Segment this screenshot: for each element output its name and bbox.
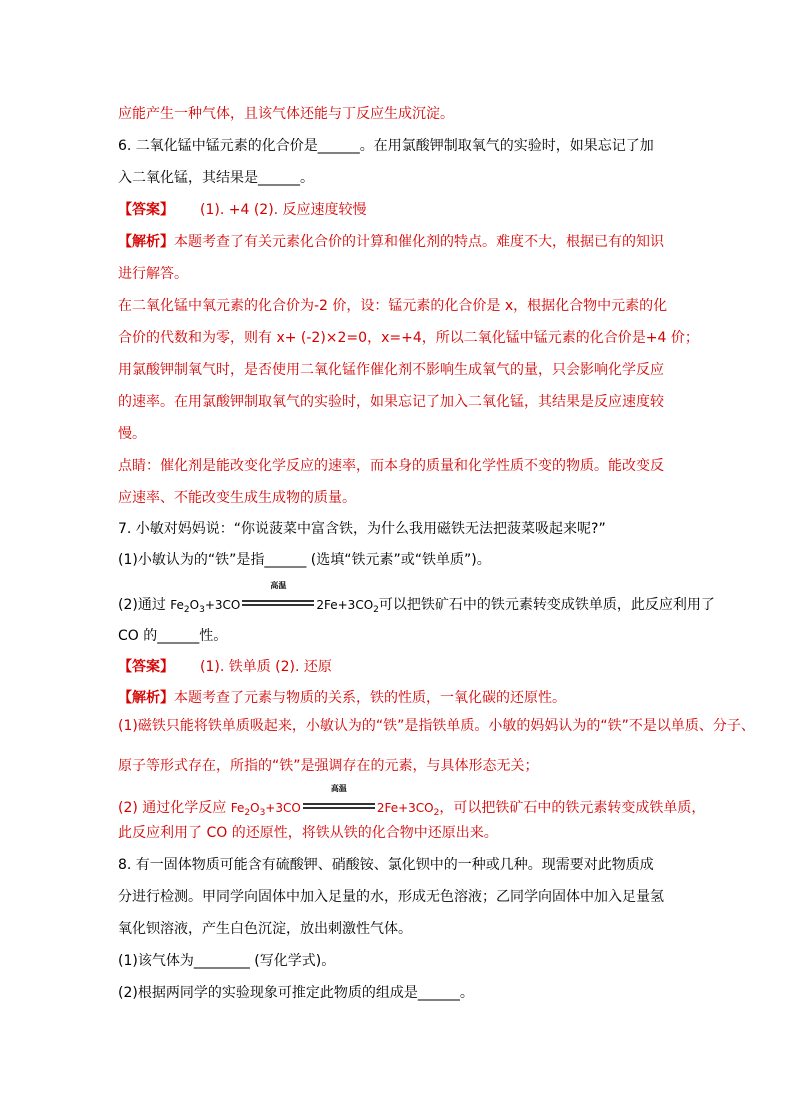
answer-7 [118, 657, 332, 677]
reaction-arrow: 高温 [242, 595, 314, 611]
text-line: 分进行检测。甲同学向固体中加入足量的水，形成无色溶液；乙同学向固体中加入足量氢 [118, 889, 664, 905]
text-line: 慢。 [118, 426, 146, 442]
text-line: (1)磁铁只能将铁单质吸起来，小敏认为的“铁”是指铁单质。小敏的妈妈认为的“铁”不是以单质、分子、 [118, 718, 755, 734]
text-line: 应能产生一种气体，且该气体还能与丁反应生成沉淀。 [118, 106, 454, 122]
answer-tag: 【答案】 [118, 659, 174, 675]
tip-line: 点睛：催化剂是能改变化学反应的速率，而本身的质量和化学性质不变的物质。能改变反 [118, 458, 664, 474]
question-7: 7. 小敏对妈妈说：“你说菠菜中富含铁，为什么我用磁铁无法把菠菜吸起来呢?” [118, 521, 606, 537]
text-line: 此反应利用了 CO 的还原性，将铁从铁的化合物中还原出来。 [118, 825, 498, 841]
analysis-7 [118, 688, 566, 708]
answer-tag: 【答案】 [118, 202, 174, 218]
analysis-7-part-2 [118, 784, 706, 823]
text-fragment: (2)通过 [118, 597, 171, 613]
question-7-part-2 [118, 581, 715, 620]
reaction-equation: $Fe_2O_3+3CO$ 高温 $2Fe+3CO_2$ [170, 581, 379, 615]
reaction-equation: $Fe_2O_3+3CO$ 高温 $2Fe+3CO_2$ [230, 784, 440, 818]
question-8: 8. 有一固体物质可能含有硫酸钾、硝酸铵、氯化钡中的一种或几种。现需要对此物质成 [118, 857, 654, 873]
question-7-part-1: (1)小敏认为的“铁”是指______ (选填“铁元素”或“铁单质”)。 [118, 552, 491, 568]
text-line: 合价的代数和为零，则有 x+ (-2)×2=0，x=+4，所以二氧化锰中锰元素的化合价是+4 价； [118, 330, 699, 346]
analysis-body: 本题考查了元素与物质的关系，铁的性质，一氧化碳的还原性。 [174, 690, 566, 706]
text-fragment: ，可以把铁矿石中的铁元素转变成铁单质， [439, 800, 706, 816]
analysis-6 [118, 232, 664, 252]
text-fragment: (2) 通过化学反应 [118, 800, 231, 816]
answer-6 [118, 200, 367, 220]
text-line: 的速率。在用氯酸钾制取氧气的实验时，如果忘记了加入二氧化锰，其结果是反应速度较 [118, 394, 664, 410]
text-line: 氧化钡溶液，产生白色沉淀，放出刺激性气体。 [118, 921, 412, 937]
question-8-part-2: (2)根据两同学的实验现象可推定此物质的组成是______。 [118, 985, 474, 1001]
text-fragment: 可以把铁矿石中的铁元素转变成铁单质，此反应利用了 [378, 597, 715, 613]
text-line: 进行解答。 [118, 266, 188, 282]
text-line: CO 的______性。 [118, 628, 228, 644]
answer-body: (1). 铁单质 (2). 还原 [200, 659, 332, 675]
question-8-part-1: (1)该气体为________ (写化学式)。 [118, 953, 336, 969]
analysis-body: 本题考查了有关元素化合价的计算和催化剂的特点。难度不大，根据已有的知识 [174, 234, 664, 250]
analysis-tag: 【解析】 [118, 690, 174, 706]
analysis-tag: 【解析】 [118, 234, 174, 250]
text-line: 入二氧化锰，其结果是______。 [118, 170, 314, 186]
text-line: 用氯酸钾制氧气时，是否使用二氧化锰作催化剂不影响生成氧气的量，只会影响化学反应 [118, 362, 664, 378]
text-line: 应速率、不能改变生成生成物的质量。 [118, 490, 356, 506]
text-line: 在二氧化锰中氧元素的化合价为-2 价，设：锰元素的化合价是 x，根据化合物中元素的化 [118, 298, 668, 314]
answer-body: (1). +4 (2). 反应速度较慢 [200, 202, 367, 218]
text-line: 原子等形式存在，所指的“铁”是强调存在的元素，与具体形态无关； [118, 758, 539, 774]
reaction-arrow: 高温 [303, 798, 375, 814]
question-6: 6. 二氧化锰中锰元素的化合价是______。在用氯酸钾制取氧气的实验时，如果忘记了加 [118, 138, 654, 154]
